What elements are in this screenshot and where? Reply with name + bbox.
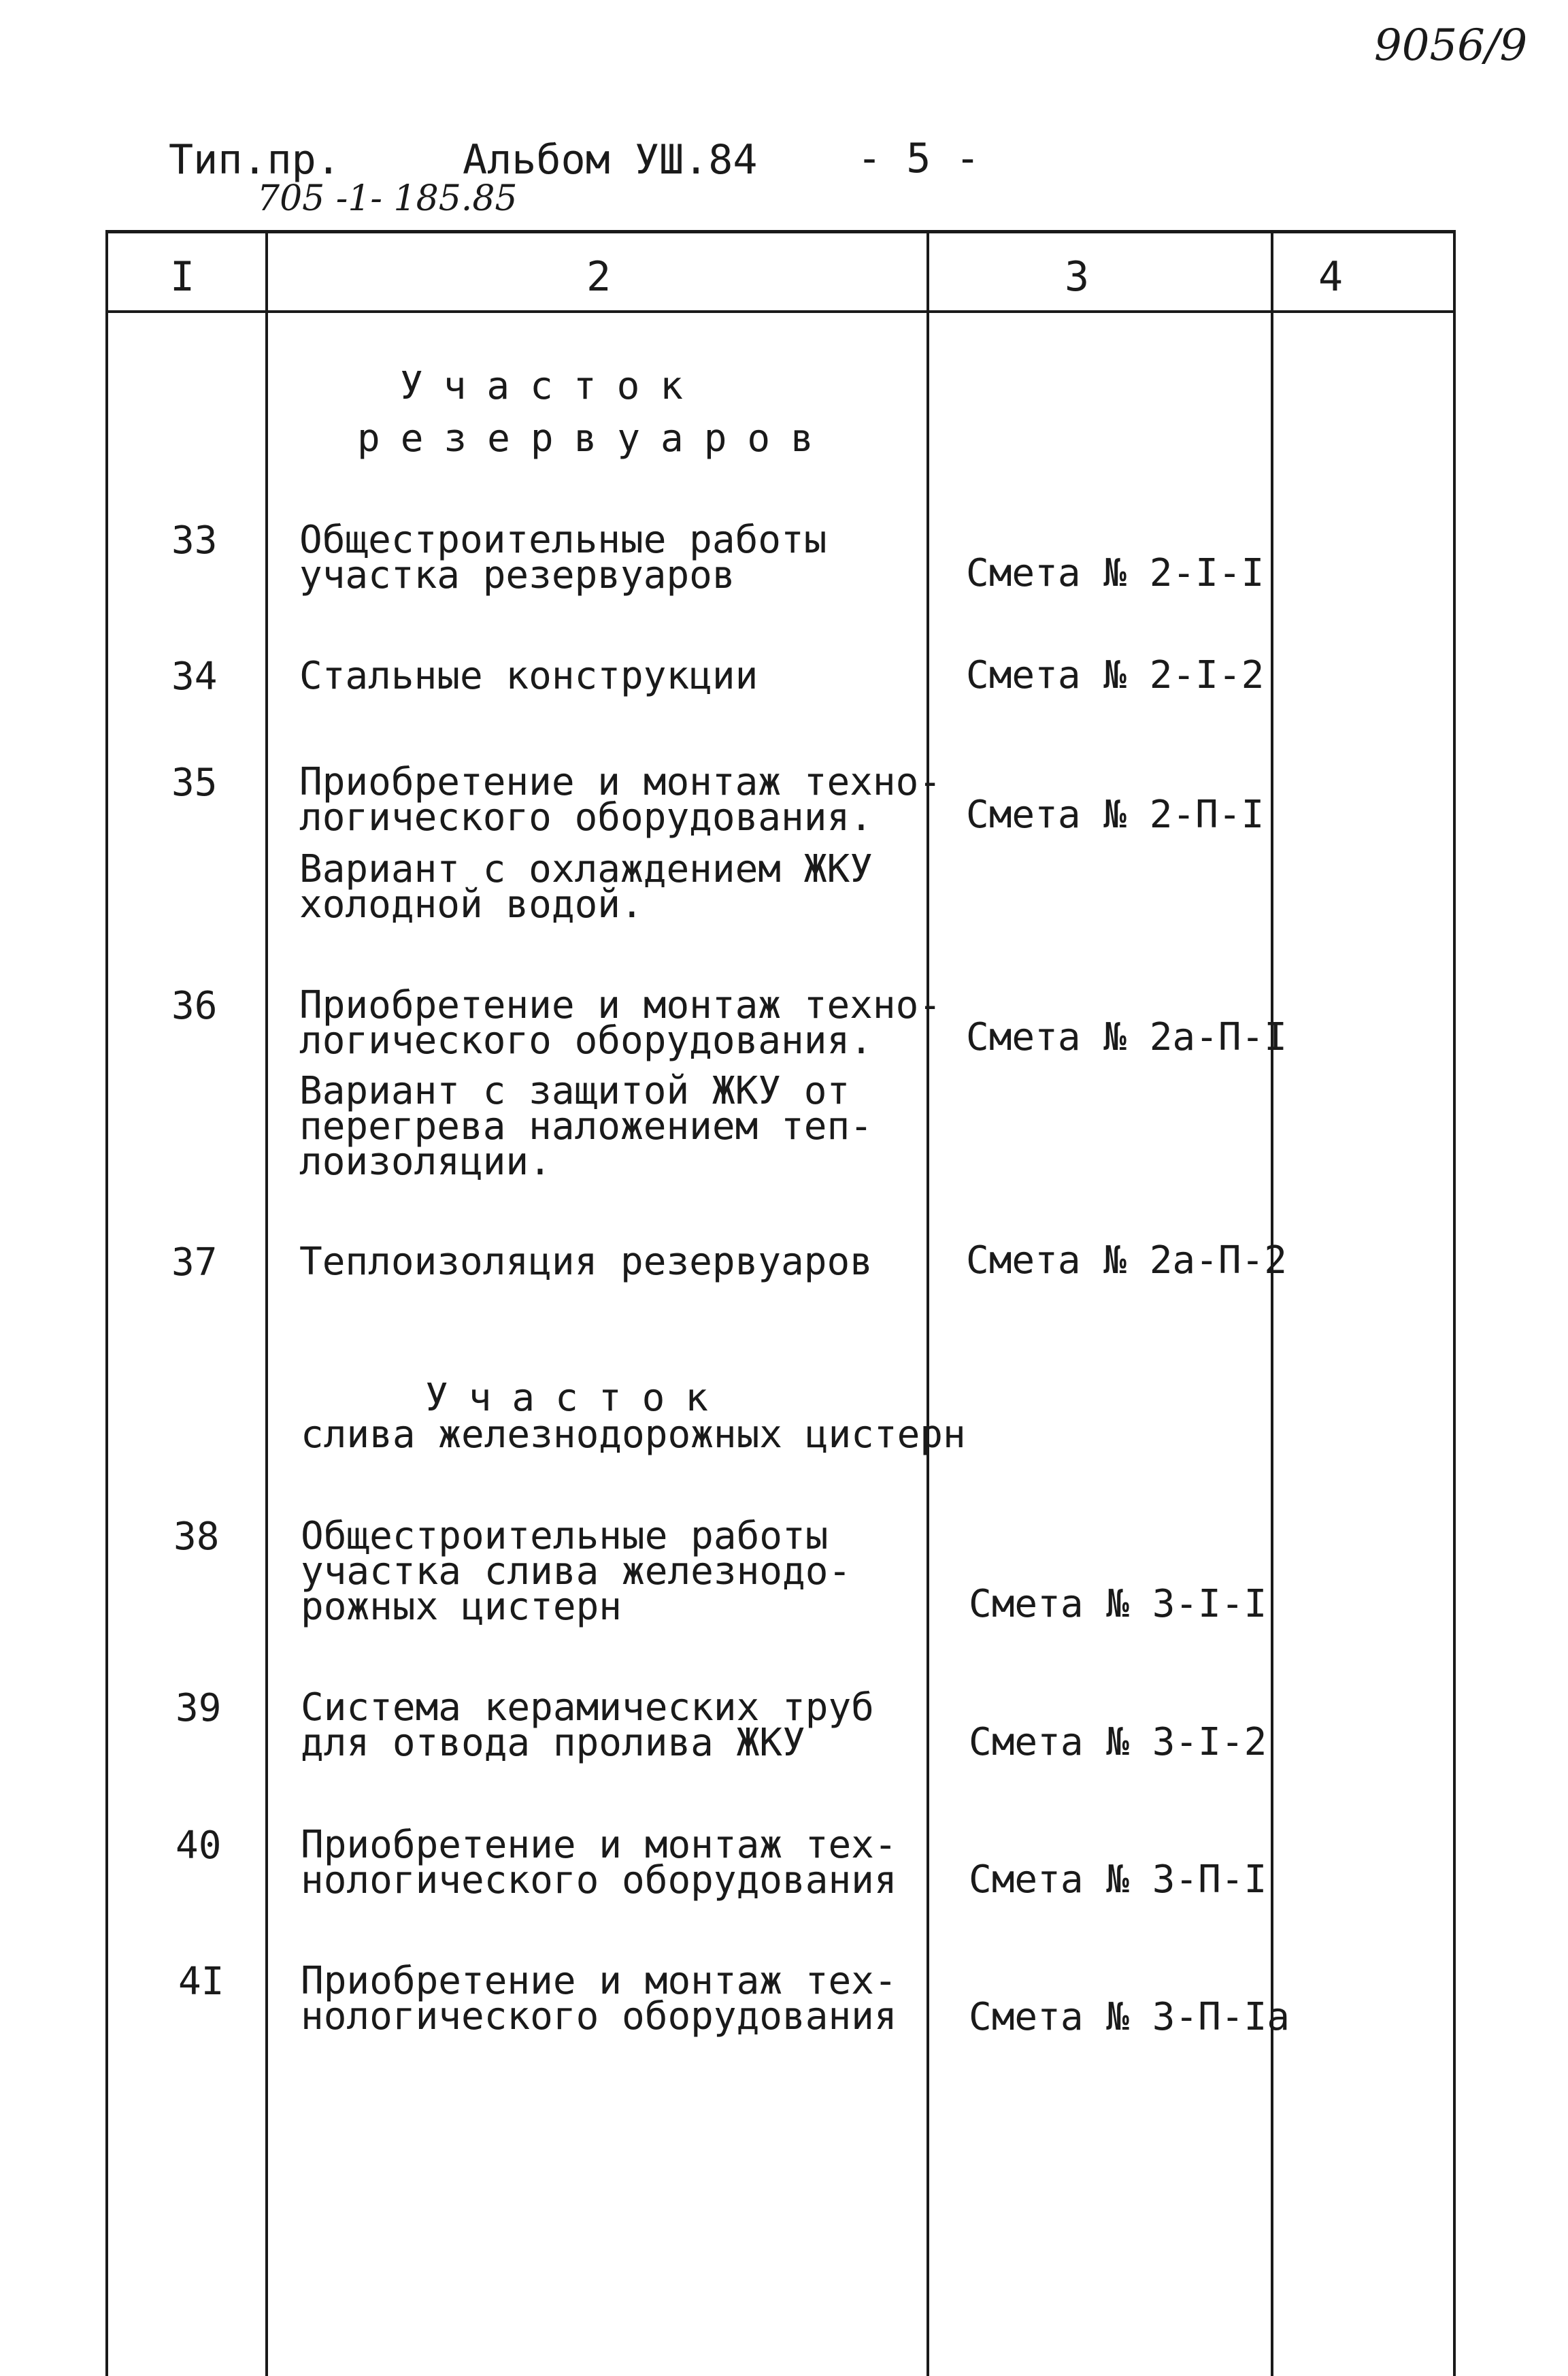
row-number: 4I bbox=[178, 1960, 224, 2004]
estimate-reference: Смета № 2-П-I bbox=[966, 793, 1265, 837]
section-title: Участок bbox=[400, 364, 704, 408]
row-description: участка резервуаров bbox=[299, 553, 735, 597]
row-description: участка слива железнодо- bbox=[301, 1549, 852, 1594]
row-description: логического оборудования. bbox=[299, 795, 873, 840]
album-label: Альбом УШ.84 bbox=[463, 136, 758, 184]
estimate-reference: Смета № 2а-П-I bbox=[966, 1015, 1288, 1059]
row-number: 38 bbox=[173, 1515, 220, 1559]
row-number: 36 bbox=[171, 984, 218, 1028]
row-description: Общестроительные работы bbox=[299, 518, 827, 562]
row-variant-note: перегрева наложением теп- bbox=[299, 1104, 873, 1149]
row-description: нологического оборудования bbox=[301, 1994, 897, 2039]
row-description: Приобретение и монтаж техно- bbox=[299, 983, 942, 1027]
row-variant-note: Вариант с защитой ЖКУ от bbox=[299, 1069, 850, 1113]
series-label: Тип.пр. bbox=[169, 136, 341, 184]
estimate-reference: Смета № 2-I-I bbox=[966, 551, 1265, 595]
section-title: Участок bbox=[425, 1376, 729, 1420]
row-description: для отвода пролива ЖКУ bbox=[301, 1721, 805, 1765]
row-description: Теплоизоляция резервуаров bbox=[299, 1240, 873, 1284]
row-number: 33 bbox=[171, 518, 218, 563]
column-header-4: 4 bbox=[1318, 253, 1344, 301]
row-number: 37 bbox=[171, 1240, 218, 1285]
estimate-reference: Смета № 3-I-I bbox=[969, 1582, 1267, 1626]
row-description: Стальные конструкции bbox=[299, 654, 758, 698]
row-number: 35 bbox=[171, 761, 218, 805]
estimate-reference: Смета № 3-П-I bbox=[969, 1858, 1267, 1902]
row-description: нологического оборудования bbox=[301, 1858, 897, 1902]
estimate-reference: Смета № 3-I-2 bbox=[969, 1720, 1267, 1764]
row-description: Приобретение и монтаж тех- bbox=[301, 1823, 897, 1867]
row-number: 34 bbox=[171, 655, 218, 699]
row-number: 40 bbox=[176, 1824, 222, 1868]
row-description: Приобретение и монтаж техно- bbox=[299, 760, 942, 804]
row-description: рожных цистерн bbox=[301, 1585, 622, 1629]
estimate-reference: Смета № 3-П-Iа bbox=[969, 1995, 1290, 2039]
row-number: 39 bbox=[176, 1686, 222, 1730]
row-variant-note: лоизоляции. bbox=[299, 1140, 552, 1184]
section-title: резервуаров bbox=[357, 416, 834, 461]
row-description: Приобретение и монтаж тех- bbox=[301, 1959, 897, 2003]
row-description: логического оборудования. bbox=[299, 1019, 873, 1063]
row-description: Система керамических труб bbox=[301, 1685, 874, 1730]
column-header-2: 2 bbox=[586, 253, 612, 301]
page-number: - 5 - bbox=[857, 135, 980, 182]
estimate-reference: Смета № 2а-П-2 bbox=[966, 1238, 1288, 1283]
column-header-3: 3 bbox=[1065, 253, 1090, 301]
series-number: 705 -1- 185.85 bbox=[257, 178, 518, 219]
section-title: слива железнодорожных цистерн bbox=[301, 1413, 966, 1457]
archive-mark: 9056/9 bbox=[1374, 20, 1528, 71]
row-description: Общестроительные работы bbox=[301, 1514, 829, 1558]
row-variant-note: Вариант с охлаждением ЖКУ bbox=[299, 847, 873, 891]
column-header-1: I bbox=[170, 253, 195, 301]
estimate-reference: Смета № 2-I-2 bbox=[966, 653, 1265, 697]
row-variant-note: холодной водой. bbox=[299, 882, 644, 927]
